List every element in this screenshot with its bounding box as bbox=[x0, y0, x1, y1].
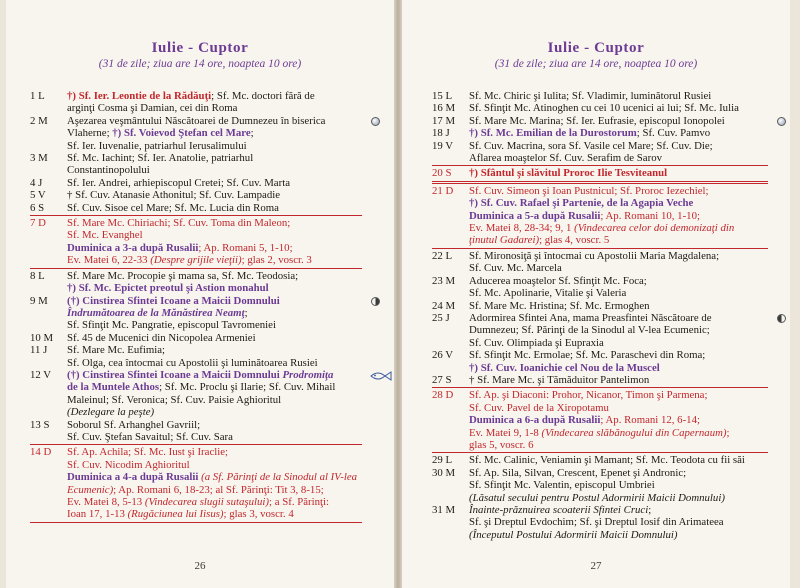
text-line bbox=[469, 402, 768, 414]
entry-text bbox=[469, 389, 768, 451]
left-page bbox=[6, 0, 394, 588]
text-line bbox=[67, 254, 362, 266]
text-segment: Sf. Cuv. Simeon şi Ioan Pustnicul; Sf. Proroc Iezechiel; bbox=[469, 184, 709, 197]
day-label: 11 J bbox=[30, 344, 48, 357]
text-line bbox=[67, 127, 362, 139]
text-segment: Sf. Ap. Sila, Silvan, Crescent, Epenet şi Andronic; bbox=[469, 466, 687, 479]
text-line bbox=[469, 300, 768, 312]
day-label: 31 M bbox=[432, 504, 456, 516]
calendar-entry bbox=[30, 177, 362, 189]
entry-text bbox=[67, 270, 362, 295]
entry-text bbox=[469, 115, 768, 127]
text-line bbox=[469, 492, 768, 504]
entry-text bbox=[67, 202, 362, 214]
calendar-entry bbox=[30, 332, 362, 344]
text-line bbox=[67, 471, 362, 483]
calendar-entry bbox=[432, 275, 768, 300]
fish-icon bbox=[370, 371, 392, 381]
text-segment: Sf. Cuv. Sisoe cel Mare; Sf. Mc. Lucia din Roma bbox=[67, 201, 279, 214]
text-line bbox=[67, 332, 362, 344]
day-label: 13 S bbox=[30, 418, 50, 431]
text-line bbox=[469, 127, 768, 139]
calendar-entry bbox=[432, 140, 768, 165]
text-line bbox=[67, 90, 362, 102]
text-segment: (Rugăciunea lui Iisus) bbox=[127, 508, 224, 521]
text-line bbox=[469, 275, 768, 287]
entry-text bbox=[469, 127, 768, 139]
text-segment: ; bbox=[726, 426, 730, 439]
text-segment: Sf. Sfinţit Mc. Ermolae; Sf. Mc. Paraschevi din Roma; bbox=[469, 349, 706, 362]
entry-text bbox=[469, 90, 768, 102]
text-segment: ; Ap. Romani 10, 1-10; bbox=[600, 209, 700, 222]
text-segment: † Sf. Mare Mc. şi Tămăduitor Pantelimon bbox=[469, 373, 650, 386]
text-line bbox=[67, 270, 362, 282]
entry-text bbox=[469, 185, 768, 247]
calendar-entry bbox=[432, 127, 768, 139]
text-segment: †) Sf. Mc. Emilian de la Durostorum bbox=[469, 127, 637, 140]
text-line bbox=[469, 197, 768, 209]
text-segment: †) Sf. Ier. Leontie de la Rădăuţi bbox=[67, 90, 212, 102]
text-segment: Sf. 45 de Mucenici din Nicopolea Armeniei bbox=[67, 331, 256, 344]
entry-text bbox=[469, 504, 768, 541]
page-subtitle: (31 de zile; ziua are 14 ore, noaptea 10 ore) bbox=[98, 58, 302, 70]
calendar-entry bbox=[30, 344, 362, 369]
entry-text bbox=[469, 312, 768, 349]
text-segment: Sf. Sfinţit Mc. Atinoghen cu cei 10 ucenici ai lui; Sf. Mc. Iulia bbox=[469, 102, 739, 115]
text-segment: Sf. Mc. Calinic, Veniamin şi Mamant; Sf. Mc. Teodota cu fii săi bbox=[469, 454, 745, 467]
text-segment: (a Sf. Părinţi de la Sinodul al IV-lea bbox=[198, 471, 358, 484]
text-line bbox=[67, 152, 362, 164]
text-segment: Sf. Mc. Iachint; Sf. Ier. Anatolie, patriarhul bbox=[67, 152, 254, 165]
text-segment: (†) Cinstirea Sfintei Icoane a Maicii Domnului bbox=[67, 368, 283, 381]
page-number: 27 bbox=[590, 560, 602, 572]
entry-text bbox=[67, 295, 362, 332]
entry-text bbox=[67, 419, 362, 444]
calendar-entry bbox=[30, 189, 362, 201]
entry-text bbox=[67, 115, 362, 152]
text-line bbox=[469, 312, 768, 324]
day-label: 5 V bbox=[30, 189, 46, 202]
text-segment: Sf. Mc. Apolinarie, Vitalie şi Valeria bbox=[469, 287, 627, 300]
day-label: 23 M bbox=[432, 274, 456, 287]
calendar-entry bbox=[432, 312, 768, 349]
text-segment: ; Ap. Romani 12, 6-14; bbox=[600, 414, 700, 427]
entry-text bbox=[67, 369, 362, 419]
text-segment: †) Sf. Cuv. Ioanichie cel Nou de la Muscel bbox=[469, 361, 660, 374]
text-segment: Sf. Sfinţit Mc. Pangratie, episcopul Tavromeniei bbox=[67, 319, 276, 332]
text-line bbox=[67, 406, 362, 418]
calendar-entry bbox=[30, 369, 362, 419]
text-segment: arginţi Cosma şi Damian, cei din Roma bbox=[67, 102, 238, 115]
text-segment: Sf. Mironosiţă şi întocmai cu Apostolii Maria Magdalena; bbox=[469, 249, 720, 262]
calendar-entry bbox=[30, 215, 362, 269]
text-line bbox=[67, 102, 362, 114]
text-line bbox=[469, 389, 768, 401]
text-line bbox=[67, 419, 362, 431]
text-segment: Duminica a 4-a după Rusalii bbox=[67, 471, 199, 484]
first-quarter-moon-icon bbox=[371, 297, 380, 306]
calendar-entry bbox=[432, 454, 768, 466]
text-segment: Aducerea moaştelor Sf. Sfinţit Mc. Foca; bbox=[469, 274, 647, 287]
text-segment: Sf. Cuv. Olimpiada şi Eupraxia bbox=[469, 336, 604, 349]
entry-text bbox=[469, 250, 768, 275]
text-line bbox=[469, 337, 768, 349]
text-segment: Maleinul; Sf. Veronica; Sf. Cuv. Paisie Aghioritul bbox=[67, 393, 282, 406]
text-line bbox=[469, 90, 768, 102]
text-segment: † Sf. Cuv. Atanasie Athonitul; Sf. Cuv. Lampadie bbox=[67, 189, 281, 202]
text-segment: ; glas 2, voscr. 3 bbox=[241, 254, 312, 267]
text-segment: Sf. Cuv. Mc. Marcela bbox=[469, 262, 562, 275]
text-segment: ; bbox=[244, 306, 248, 319]
entry-text bbox=[469, 349, 768, 374]
text-segment: ; bbox=[648, 504, 652, 516]
text-segment: ; glas 4, voscr. 5 bbox=[539, 234, 610, 247]
day-label: 25 J bbox=[432, 311, 450, 324]
text-segment: Aflarea moaştelor Sf. Cuv. Serafim de Sarov bbox=[469, 152, 662, 165]
text-line bbox=[469, 115, 768, 127]
text-line bbox=[67, 484, 362, 496]
entry-text bbox=[469, 300, 768, 312]
day-label: 20 S bbox=[432, 167, 452, 180]
day-label: 28 D bbox=[432, 389, 454, 402]
text-line bbox=[469, 210, 768, 222]
text-segment: Sf. Sfinţit Mc. Valentin, episcopul Umbriei bbox=[469, 479, 655, 492]
entry-text bbox=[67, 217, 362, 267]
text-segment: ; Sf. Mc. Proclu şi Ilarie; Sf. Cuv. Mihail bbox=[159, 381, 336, 394]
calendar-entry bbox=[432, 467, 768, 504]
text-segment: †) Sf. Cuv. Rafael şi Partenie, de la Agapia Veche bbox=[469, 197, 694, 210]
text-segment: Sf. Ap. Achila; Sf. Mc. Iust şi Iraclie; bbox=[67, 446, 229, 459]
text-line bbox=[67, 189, 362, 201]
text-segment: glas 5, voscr. 6 bbox=[469, 438, 534, 451]
text-segment: ; bbox=[250, 127, 254, 140]
text-line bbox=[469, 234, 768, 246]
text-segment: Soborul Sf. Arhanghel Gavriil; bbox=[67, 418, 201, 431]
text-segment: Sf. Cuv. Pavel de la Xiropotamu bbox=[469, 401, 609, 414]
text-line bbox=[469, 516, 768, 528]
text-line bbox=[469, 152, 768, 164]
calendar-entry bbox=[432, 504, 768, 541]
text-segment: de la Muntele Athos bbox=[67, 381, 160, 394]
entry-text bbox=[469, 102, 768, 114]
calendar-entry bbox=[30, 295, 362, 332]
text-segment: Sf. Olga, cea întocmai cu Apostolii şi luminătoarea Rusiei bbox=[67, 356, 318, 369]
text-segment: Vlaherne; bbox=[67, 127, 113, 140]
calendar-entry bbox=[432, 183, 768, 249]
text-segment: Ioan 17, 1-13 bbox=[67, 508, 128, 521]
text-line bbox=[469, 439, 768, 451]
text-line bbox=[67, 115, 362, 127]
text-segment: Sf. Cuv. Ştefan Savaitul; Sf. Cuv. Sara bbox=[67, 430, 233, 443]
page-number: 26 bbox=[194, 560, 206, 572]
text-line bbox=[469, 467, 768, 479]
day-label: 22 L bbox=[432, 249, 453, 262]
calendar-entry bbox=[432, 102, 768, 114]
text-line bbox=[67, 319, 362, 331]
text-segment: Înainte-prăznuirea scoaterii Sfintei Cruci bbox=[469, 504, 649, 516]
text-segment: ; a Sf. Părinţi: bbox=[269, 496, 330, 508]
entry-text bbox=[67, 177, 362, 189]
text-line bbox=[67, 307, 362, 319]
day-label: 6 S bbox=[30, 201, 45, 214]
text-line bbox=[67, 164, 362, 176]
calendar-entries bbox=[30, 90, 362, 524]
full-moon-icon bbox=[777, 117, 786, 126]
day-label: 26 V bbox=[432, 349, 454, 362]
text-line bbox=[469, 324, 768, 336]
text-segment: Ev. Matei 8, 28-34; 9, 1 bbox=[469, 222, 575, 235]
full-moon-icon bbox=[371, 117, 380, 126]
text-segment: Sf. Mare Mc. Chiriachi; Sf. Cuv. Toma din Maleon; bbox=[67, 217, 291, 230]
text-segment: ; Ap. Romani 5, 1-10; bbox=[198, 241, 293, 254]
calendar-entry bbox=[432, 90, 768, 102]
text-segment: (Vindecarea celor doi demonizaţi din bbox=[574, 222, 735, 235]
text-line bbox=[67, 202, 362, 214]
calendar-entry bbox=[432, 165, 768, 181]
entry-text bbox=[67, 90, 362, 115]
text-segment: Sf. Mc. Evanghel bbox=[67, 229, 143, 242]
entry-text bbox=[67, 446, 362, 520]
text-segment: ; glas 3, voscr. 4 bbox=[223, 508, 294, 521]
text-segment: Aşezarea veşmântului Născătoarei de Dumnezeu în biserica bbox=[67, 114, 326, 127]
text-line bbox=[469, 504, 768, 516]
text-line bbox=[67, 140, 362, 152]
calendar-entry bbox=[432, 387, 768, 453]
calendar-entry bbox=[30, 270, 362, 295]
text-line bbox=[67, 229, 362, 241]
text-segment: Sf. Cuv. Nicodim Aghioritul bbox=[67, 458, 190, 471]
text-segment: Sf. Mc. Chiric şi Iulita; Sf. Vladimir, luminătorul Rusiei bbox=[469, 90, 712, 102]
text-line bbox=[469, 362, 768, 374]
text-segment: Dumnezeu; Sf. Părinţi de la Sinodul al V-lea Ecumenic; bbox=[469, 324, 710, 337]
text-line bbox=[67, 394, 362, 406]
text-segment: Adormirea Sfintei Ana, mama Preasfintei Născătoare de bbox=[469, 311, 712, 324]
text-line bbox=[469, 427, 768, 439]
text-segment: †) Sf. Mc. Epictet preotul şi Astion monahul bbox=[67, 282, 269, 295]
text-segment: (Lăsatul secului pentru Postul Adormirii Maicii Domnului) bbox=[469, 491, 725, 504]
day-label: 10 M bbox=[30, 331, 54, 344]
entry-text bbox=[469, 275, 768, 300]
text-segment: ; Sf. Cuv. Pamvo bbox=[636, 127, 711, 140]
entry-text bbox=[67, 332, 362, 344]
text-segment: Ev. Matei 8, 5-13 bbox=[67, 496, 145, 508]
text-line bbox=[469, 414, 768, 426]
entry-text bbox=[67, 189, 362, 201]
page-subtitle: (31 de zile; ziua are 14 ore, noaptea 10 ore) bbox=[494, 58, 698, 70]
day-label: 17 M bbox=[432, 114, 456, 127]
text-segment: Sf. Ier. Andrei, arhiepiscopul Cretei; Sf. Cuv. Marta bbox=[67, 176, 290, 189]
calendar-entry bbox=[432, 374, 768, 386]
day-label: 30 M bbox=[432, 466, 456, 479]
last-quarter-moon-icon bbox=[777, 314, 786, 323]
text-line bbox=[469, 250, 768, 262]
entry-text bbox=[67, 152, 362, 177]
entry-text bbox=[469, 467, 768, 504]
day-label: 4 J bbox=[30, 176, 43, 189]
text-line bbox=[469, 167, 768, 179]
text-line bbox=[469, 454, 768, 466]
text-line bbox=[67, 369, 362, 381]
calendar-entry bbox=[30, 115, 362, 152]
calendar-entry bbox=[30, 152, 362, 177]
text-line bbox=[67, 446, 362, 458]
day-label: 19 V bbox=[432, 139, 454, 152]
book-gutter bbox=[394, 0, 402, 588]
calendar-entry bbox=[30, 419, 362, 444]
text-segment: Îndrumătoarea de la Mănăstirea Neamţ bbox=[67, 306, 245, 319]
text-segment: †) Sf. Voievod Ştefan cel Mare bbox=[112, 127, 251, 140]
text-segment: (Dezlegare la peşte) bbox=[67, 406, 155, 419]
text-line bbox=[469, 140, 768, 152]
text-segment: Sf. Ier. Iuvenalie, patriarhul Ierusalimului bbox=[67, 139, 247, 152]
day-label: 8 L bbox=[30, 269, 45, 282]
text-segment: (Începutul Postului Adormirii Maicii Domnului) bbox=[469, 528, 678, 541]
calendar-entry bbox=[432, 349, 768, 374]
text-line bbox=[67, 295, 362, 307]
text-segment: ţinutul Gadarei) bbox=[469, 234, 540, 247]
text-line bbox=[469, 185, 768, 197]
page-title: Iulie - Cuptor bbox=[151, 40, 249, 56]
text-segment: Duminica a 5-a după Rusalii bbox=[469, 209, 601, 222]
text-segment: Sf. Mare Mc. Hristina; Sf. Mc. Ermoghen bbox=[469, 299, 650, 312]
text-segment: Sf. Cuv. Macrina, sora Sf. Vasile cel Mare; Sf. Cuv. Die; bbox=[469, 139, 713, 152]
text-line bbox=[469, 479, 768, 491]
entry-text bbox=[469, 140, 768, 165]
text-line bbox=[67, 381, 362, 393]
text-segment: Prodromiţa bbox=[282, 368, 334, 381]
text-line bbox=[469, 349, 768, 361]
text-line bbox=[67, 496, 362, 508]
text-line bbox=[469, 262, 768, 274]
day-label: 24 M bbox=[432, 299, 456, 312]
page-title: Iulie - Cuptor bbox=[547, 40, 645, 56]
entry-text bbox=[469, 167, 768, 179]
text-segment: Sf. Mare Mc. Procopie şi mama sa, Sf. Mc. Teodosia; bbox=[67, 269, 299, 282]
day-label: 2 M bbox=[30, 114, 48, 127]
calendar-entry bbox=[30, 444, 362, 522]
text-segment: Constantinopolului bbox=[67, 164, 150, 177]
day-label: 14 D bbox=[30, 446, 52, 459]
entry-text bbox=[67, 344, 362, 369]
text-segment: †) Sfântul şi slăvitul Proroc Ilie Tesviteanul bbox=[469, 167, 668, 180]
text-line bbox=[67, 242, 362, 254]
text-line bbox=[67, 431, 362, 443]
text-line bbox=[67, 459, 362, 471]
text-segment: ; Sf. Mc. doctori fără de bbox=[211, 90, 315, 102]
calendar-entry bbox=[432, 115, 768, 127]
text-segment: Duminica a 6-a după Rusalii bbox=[469, 414, 601, 427]
day-label: 1 L bbox=[30, 90, 45, 102]
text-segment: ; Ap. Romani 6, 18-23; al Sf. Părinţi: Tit 3, 8-15; bbox=[113, 483, 324, 496]
day-label: 9 M bbox=[30, 294, 48, 307]
right-page bbox=[402, 0, 790, 588]
day-label: 18 J bbox=[432, 127, 450, 140]
calendar-entry bbox=[432, 250, 768, 275]
text-segment: Duminica a 3-a după Rusalii bbox=[67, 241, 199, 254]
text-segment: Sf. Mare Mc. Eufimia; bbox=[67, 344, 166, 357]
text-line bbox=[67, 508, 362, 520]
text-line bbox=[469, 529, 768, 541]
entry-text bbox=[469, 374, 768, 386]
text-line bbox=[469, 222, 768, 234]
text-segment: (Vindecarea slugii sutaşului) bbox=[144, 496, 270, 508]
day-label: 27 S bbox=[432, 373, 452, 386]
text-line bbox=[67, 282, 362, 294]
text-line bbox=[67, 344, 362, 356]
calendar-entries bbox=[432, 90, 768, 541]
day-label: 7 D bbox=[30, 217, 46, 230]
entry-text bbox=[469, 454, 768, 466]
day-label: 15 L bbox=[432, 90, 453, 102]
text-segment: Ev. Matei 9, 1-8 bbox=[469, 426, 542, 439]
text-segment: (Vindecarea slăbănogului din Capernaum) bbox=[541, 426, 727, 439]
text-segment: (†) Cinstirea Sfintei Icoane a Maicii Domnului bbox=[67, 294, 280, 307]
text-line bbox=[469, 102, 768, 114]
text-line bbox=[469, 287, 768, 299]
text-segment: Ev. Matei 6, 22-33 bbox=[67, 254, 151, 267]
day-label: 21 D bbox=[432, 184, 454, 197]
day-label: 16 M bbox=[432, 102, 456, 115]
text-segment: (Despre grijile vieţii) bbox=[150, 254, 242, 267]
text-line bbox=[67, 357, 362, 369]
text-segment: Ecumenic) bbox=[67, 483, 114, 496]
calendar-entry bbox=[30, 202, 362, 214]
text-line bbox=[67, 217, 362, 229]
calendar-entry bbox=[30, 90, 362, 115]
day-label: 3 M bbox=[30, 152, 48, 165]
text-line bbox=[469, 374, 768, 386]
text-segment: Sf. şi Dreptul Evdochim; Sf. şi Dreptul Iosif din Arimateea bbox=[469, 516, 724, 529]
day-label: 12 V bbox=[30, 368, 52, 381]
text-segment: Sf. Ap. şi Diaconi: Prohor, Nicanor, Timon şi Parmena; bbox=[469, 389, 708, 402]
day-label: 29 L bbox=[432, 454, 453, 467]
text-segment: Sf. Mare Mc. Marina; Sf. Ier. Eufrasie, episcopul Ionopolei bbox=[469, 114, 725, 127]
text-line bbox=[67, 177, 362, 189]
calendar-entry bbox=[432, 300, 768, 312]
